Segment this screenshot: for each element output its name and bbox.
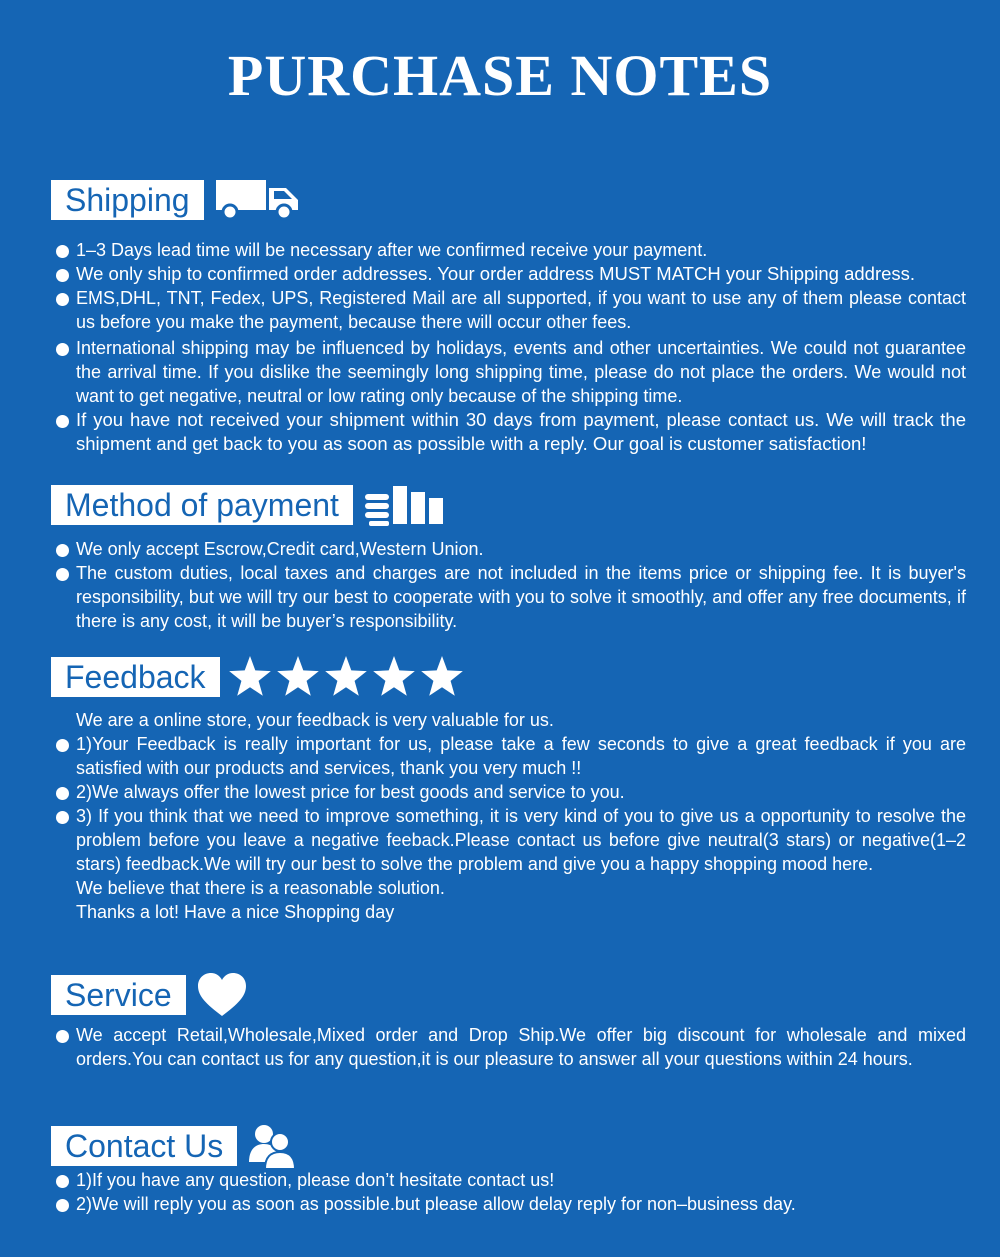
list-item: If you have not received your shipment within 30 days from payment, please contact us. We will track the shipment and get back to you as soon as possible with a reply. Our goal is customer satisfaction!	[54, 408, 966, 456]
feedback-heading-row	[51, 656, 464, 698]
payment-heading: Method of payment	[51, 485, 353, 525]
service-heading: Service	[51, 975, 186, 1015]
list-item: EMS,DHL, TNT, Fedex, UPS, Registered Mail are all supported, if you want to use any of them please contact us before you make the payment, because there will occur other fees.	[54, 286, 966, 334]
shipping-heading-row	[51, 178, 304, 222]
list-item: The custom duties, local taxes and charges are not included in the items price or shipping fee. It is buyer's responsibility, but we will try our best to cooperate with you to solve it smoothly, and offer any free documents, if there is any cost, it will be buyer’s responsibility.	[54, 561, 966, 633]
heart-icon	[196, 972, 248, 1018]
shipping-list	[54, 238, 966, 456]
contact-list	[54, 1168, 966, 1216]
bullet-icon	[56, 1199, 69, 1212]
bullet-icon	[56, 1030, 69, 1043]
feedback-list	[54, 708, 966, 924]
contact-heading: Contact Us	[51, 1126, 237, 1166]
bullet-icon	[56, 245, 69, 258]
payment-list	[54, 537, 966, 633]
list-item: 1)Your Feedback is really important for us, please take a few seconds to give a great feedback if you are satisfied with our products and services, thank you very much !!	[54, 732, 966, 780]
list-item: International shipping may be influenced by holidays, events and other uncertainties. We could not guarantee the arrival time. If you dislike the seemingly long shipping time, please do not place the orders. We would not want to get negative, neutral or low rating only because of the shipping time.	[54, 336, 966, 408]
bullet-icon	[56, 343, 69, 356]
list-item: 3) If you think that we need to improve something, it is very kind of you to give us a opportunity to resolve the problem before you leave a negative feeback.Please contact us before give neutral(3 stars) or negative(1–2 stars) feedback.We will try our best to solve the problem and give you a happy shopping mood here.	[54, 804, 966, 876]
list-item: 1)If you have any question, please don’t hesitate contact us!	[54, 1168, 966, 1192]
card-payment-icon	[363, 482, 447, 528]
bullet-icon	[56, 739, 69, 752]
feedback-thanks: Thanks a lot! Have a nice Shopping day	[76, 902, 395, 922]
bullet-icon	[56, 544, 69, 557]
page-title: PURCHASE NOTES	[227, 43, 773, 108]
bullet-icon	[56, 269, 69, 282]
list-item: 2)We will reply you as soon as possible.but please allow delay reply for non–business day.	[54, 1192, 966, 1216]
rating-stars	[228, 656, 464, 698]
payment-heading-row	[51, 482, 447, 528]
star-icon	[324, 656, 368, 698]
bullet-icon	[56, 568, 69, 581]
list-item: 1–3 Days lead time will be necessary after we confirmed receive your payment.	[54, 238, 966, 262]
people-icon	[247, 1122, 297, 1170]
bullet-icon	[56, 787, 69, 800]
star-icon	[228, 656, 272, 698]
feedback-outro: We believe that there is a reasonable solution.	[76, 878, 445, 898]
service-heading-row	[51, 972, 248, 1018]
bullet-icon	[56, 811, 69, 824]
list-item: We only ship to confirmed order addresses. Your order address MUST MATCH your Shipping address.	[54, 262, 966, 286]
list-item: We only accept Escrow,Credit card,Western Union.	[54, 537, 966, 561]
service-list	[54, 1023, 966, 1071]
star-icon	[420, 656, 464, 698]
star-icon	[372, 656, 416, 698]
truck-icon	[214, 178, 304, 222]
list-item: We accept Retail,Wholesale,Mixed order and Drop Ship.We offer big discount for wholesale and mixed orders.You can contact us for any question,it is our pleasure to answer all your questions within 24 hours.	[54, 1023, 966, 1071]
feedback-heading: Feedback	[51, 657, 220, 697]
feedback-intro: We are a online store, your feedback is very valuable for us.	[76, 710, 554, 730]
contact-heading-row	[51, 1122, 297, 1170]
bullet-icon	[56, 1175, 69, 1188]
bullet-icon	[56, 415, 69, 428]
star-icon	[276, 656, 320, 698]
list-item: 2)We always offer the lowest price for best goods and service to you.	[54, 780, 966, 804]
bullet-icon	[56, 293, 69, 306]
shipping-heading: Shipping	[51, 180, 204, 220]
